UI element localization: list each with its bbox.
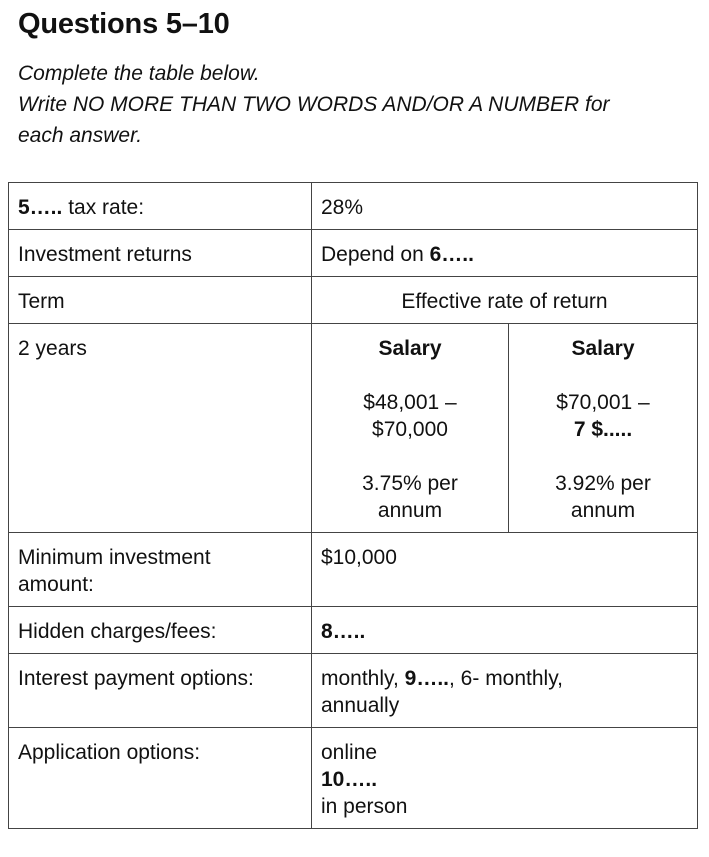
value-text: annually — [321, 694, 400, 717]
instruction-line: Complete the table below. — [18, 62, 260, 85]
table-row-investment-returns — [9, 230, 698, 277]
label-text: tax rate: — [62, 196, 145, 219]
row-label: Application options: — [9, 728, 312, 829]
row-value: 28% — [312, 183, 698, 230]
salary-heading: Salary — [571, 337, 635, 360]
row-value: Effective rate of return — [312, 277, 698, 324]
table-row-hidden-charges — [9, 607, 698, 654]
value-text: online — [321, 741, 378, 764]
salary-range: $70,000 — [372, 418, 448, 441]
value-text: , 6- monthly, — [449, 667, 563, 690]
value-text: in person — [321, 795, 408, 818]
question-number: 6….. — [429, 243, 474, 266]
instruction-line: Write NO MORE THAN TWO WORDS AND/OR A NUMBER for — [18, 93, 610, 116]
row-label: Hidden charges/fees: — [9, 607, 312, 654]
row-value: $10,000 — [312, 533, 698, 607]
table-row-interest-payment — [9, 654, 698, 728]
question-number: 9….. — [404, 667, 450, 690]
question-number: 7 $..... — [573, 418, 633, 441]
page-title: Questions 5–10 — [18, 8, 230, 40]
row-label — [9, 183, 312, 230]
table-row-two-years — [9, 324, 698, 533]
rate-text: 3.92% per — [555, 472, 651, 495]
instructions — [18, 58, 708, 151]
question-table — [8, 182, 698, 829]
rate-text: annum — [570, 499, 636, 522]
question-number: 8….. — [312, 607, 698, 654]
salary-range: $48,001 – — [363, 391, 457, 414]
question-number: 5….. — [18, 196, 63, 219]
table-row-term — [9, 277, 698, 324]
instruction-line: each answer. — [18, 124, 143, 147]
table-row-tax-rate — [9, 183, 698, 230]
row-label: Term — [9, 277, 312, 324]
salary-band-a — [312, 324, 509, 533]
salary-range: $70,001 – — [556, 391, 650, 414]
label-text: amount: — [18, 573, 94, 596]
row-label: Investment returns — [9, 230, 312, 277]
row-label: Interest payment options: — [9, 654, 312, 728]
row-label: 2 years — [9, 324, 312, 533]
table-row-minimum-investment — [9, 533, 698, 607]
row-label — [9, 533, 312, 607]
row-value — [312, 728, 698, 829]
value-text: monthly, — [321, 667, 405, 690]
rate-text: 3.75% per — [362, 472, 458, 495]
row-value — [312, 654, 698, 728]
label-text: Minimum investment — [18, 546, 211, 569]
salary-heading: Salary — [378, 337, 442, 360]
table-row-application — [9, 728, 698, 829]
question-number: 10….. — [321, 768, 378, 791]
value-text: Depend on — [321, 243, 430, 266]
row-value — [312, 230, 698, 277]
rate-text: annum — [377, 499, 443, 522]
salary-band-b — [509, 324, 698, 533]
